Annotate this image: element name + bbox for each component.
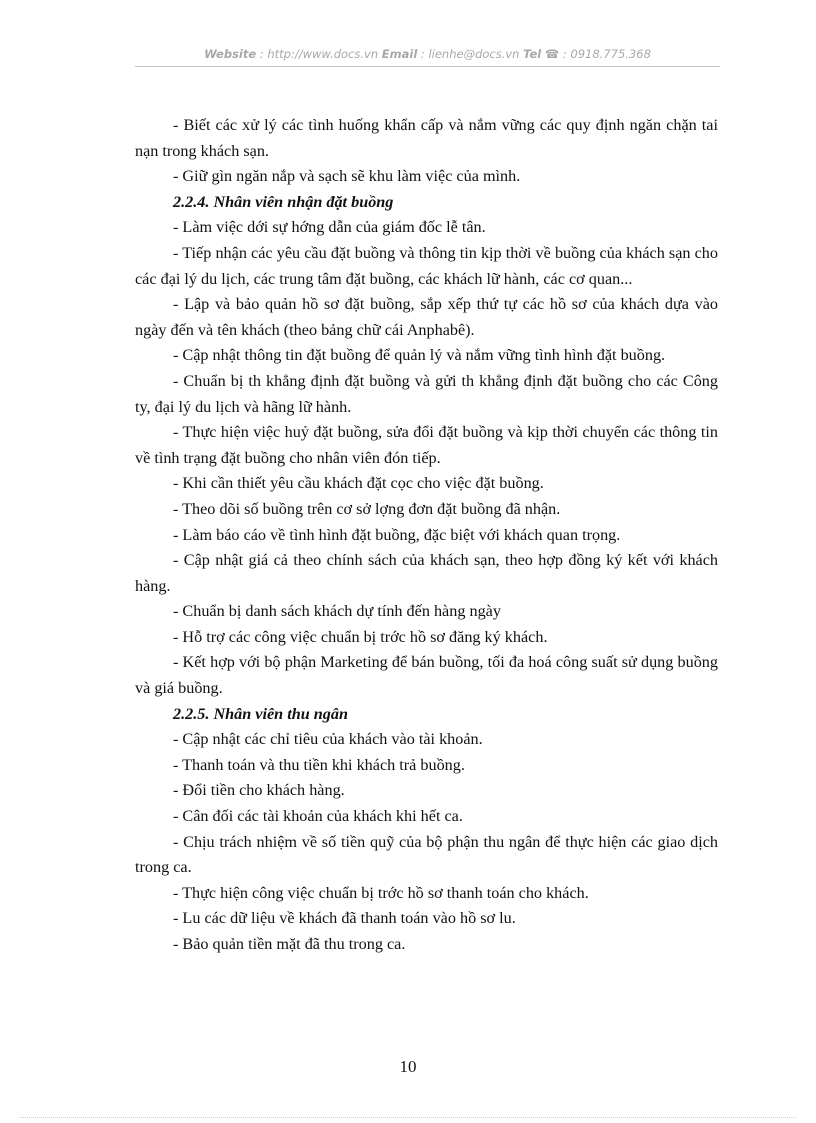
paragraph: - Bảo quản tiền mặt đã thu trong ca. [173, 935, 406, 953]
paragraph: - Cập nhật giá cả theo chính sách của khách sạn, theo hợp đồng ký kết với khách hàng. [135, 551, 718, 595]
paragraph: - Chuẩn bị danh sách khách dự tính đến hàng ngày [173, 602, 501, 621]
page-number: 10 [399, 1057, 417, 1076]
paragraph: - Cân đối các tài khoản của khách khi hết ca. [173, 807, 463, 826]
email-label: Email [381, 47, 418, 61]
paragraph: - Đổi tiền cho khách hàng. [173, 781, 345, 800]
paragraph: - Làm việc dới sự hớng dẫn của giám đốc lễ tân. [173, 218, 486, 237]
tel-label: Tel [523, 47, 542, 61]
paragraph: - Lu các dữ liệu về khách đã thanh toán vào hồ sơ lu. [173, 909, 516, 928]
section-heading: 2.2.4. Nhân viên nhận đặt buồng [173, 192, 394, 211]
phone-icon: ☎ [544, 47, 560, 61]
body-text [135, 113, 718, 958]
paragraph: - Cập nhật các chỉ tiêu của khách vào tài khoản. [173, 730, 483, 749]
email-value: : lienhe@docs.vn [417, 47, 524, 61]
paragraph: - Hỗ trợ các công việc chuẩn bị trớc hồ sơ đăng ký khách. [173, 627, 548, 646]
paragraph: - Thực hiện công việc chuẩn bị trớc hồ sơ thanh toán cho khách. [173, 883, 589, 902]
paragraph: - Tiếp nhận các yêu cầu đặt buồng và thông tin kịp thời về buồng của khách sạn cho các đại lý du lịch, các trung tâm đặt buồng, các khách lữ hành, các cơ quan... [135, 243, 718, 288]
paragraph: - Biết các xử lý các tình huống khẩn cấp và nắm vững các quy định ngăn chặn tai nạn trong khách sạn. [135, 116, 718, 160]
paragraph: - Cập nhật thông tin đặt buồng để quản lý và nắm vững tình hình đặt buồng. [173, 346, 666, 365]
paragraph: - Lập và bảo quản hồ sơ đặt buồng, sắp xếp thứ tự các hồ sơ của khách dựa vào ngày đến và tên khách (theo bảng chữ cái Anphabê). [135, 295, 718, 339]
paragraph: - Thanh toán và thu tiền khi khách trả buồng. [173, 755, 465, 774]
tel-value: : 0918.775.368 [559, 47, 651, 61]
header-divider [135, 66, 720, 67]
page-header [135, 47, 720, 67]
paragraph: - Khi cần thiết yêu cầu khách đặt cọc cho việc đặt buồng. [173, 474, 544, 493]
paragraph: - Chịu trách nhiệm về số tiền quỹ của bộ phận thu ngân để thực hiện các giao dịch trong ca. [135, 832, 718, 877]
paragraph: - Chuẩn bị th khẳng định đặt buồng và gửi th khẳng định đặt buồng cho các Công ty, đại lý du lịch và hãng lữ hành. [135, 371, 718, 416]
paragraph: - Theo dõi số buồng trên cơ sở lợng đơn đặt buồng đã nhận. [173, 499, 561, 518]
website-label: Website [204, 47, 257, 61]
paragraph: - Kết hợp với bộ phận Marketing để bán buồng, tối đa hoá công suất sử dụng buồng và giá buồng. [135, 653, 718, 698]
website-value: : http://www.docs.vn [256, 47, 382, 61]
bottom-divider [20, 1117, 796, 1118]
paragraph: - Giữ gìn ngăn nắp và sạch sẽ khu làm việc của mình. [173, 167, 521, 186]
section-heading: 2.2.5. Nhân viên thu ngân [173, 704, 348, 723]
paragraph: - Làm báo cáo về tình hình đặt buồng, đặc biệt với khách quan trọng. [173, 525, 621, 544]
paragraph: - Thực hiện việc huỷ đặt buồng, sửa đổi đặt buồng và kịp thời chuyển các thông tin về tình trạng đặt buồng cho nhân viên đón tiếp. [135, 423, 718, 467]
